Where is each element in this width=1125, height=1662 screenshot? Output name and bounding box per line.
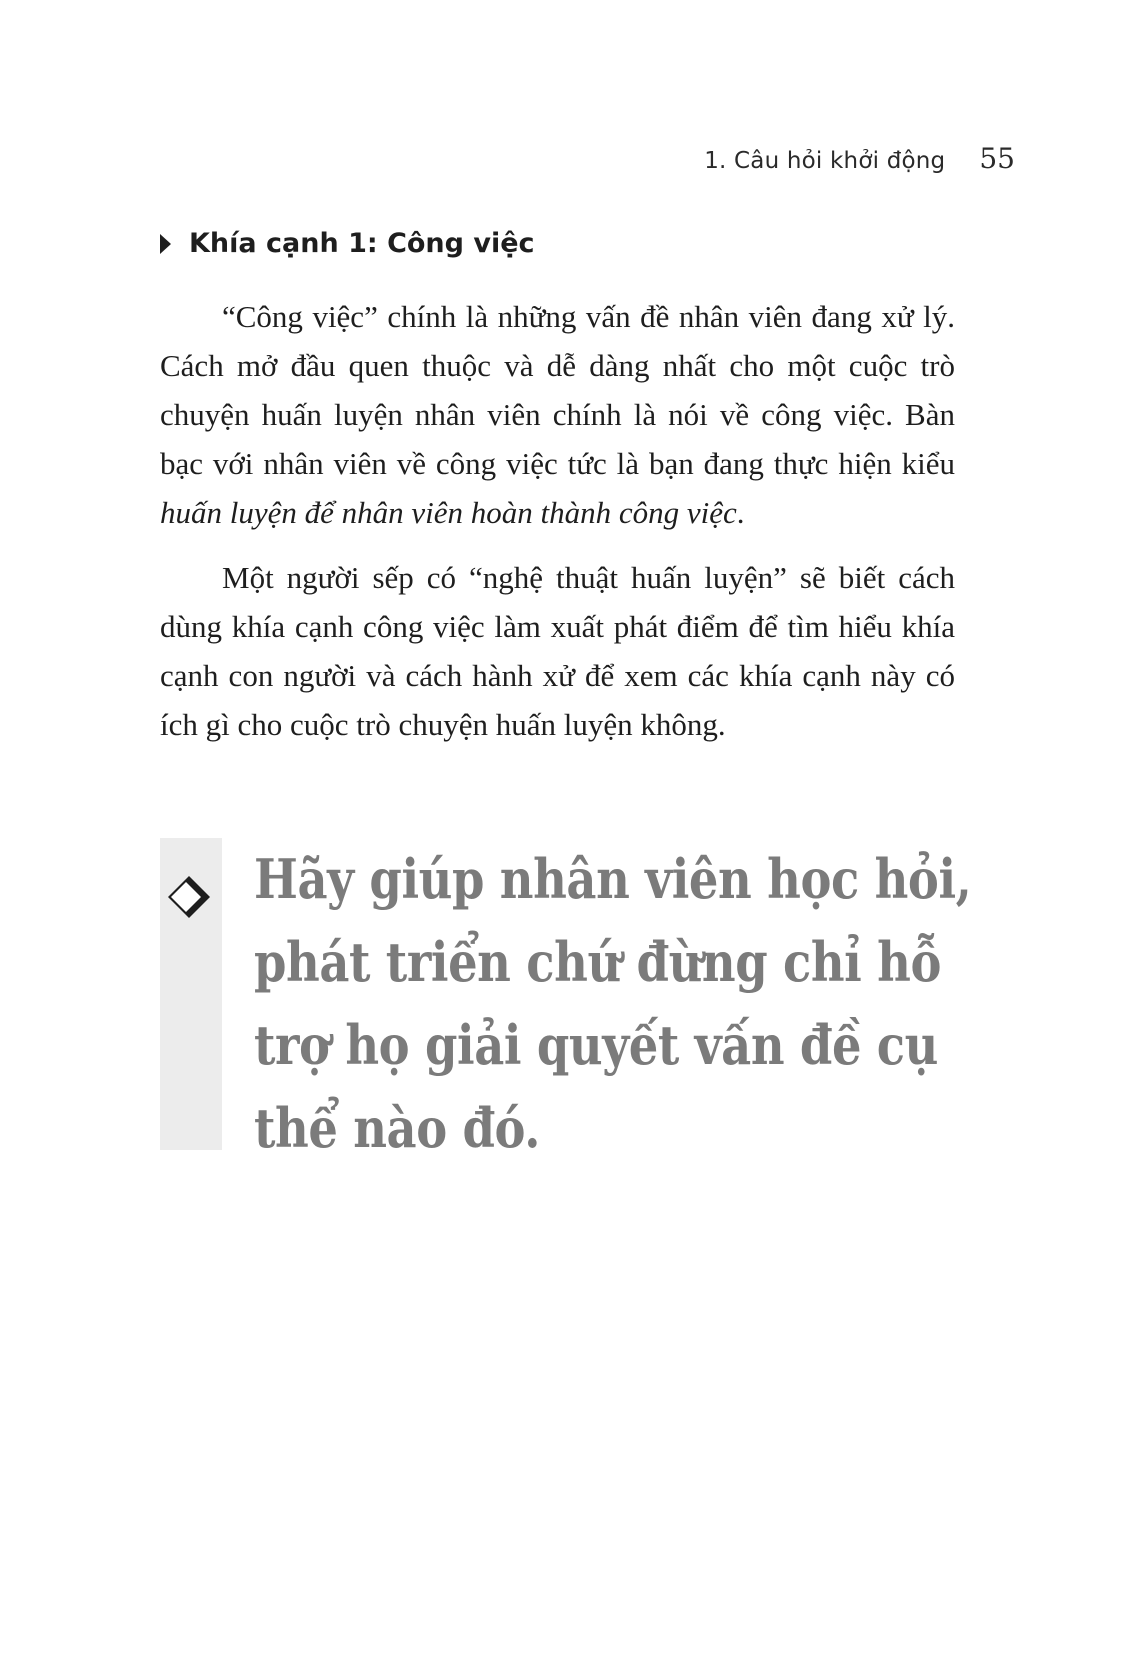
paragraph-1-end: . <box>736 495 745 530</box>
page-number: 55 <box>979 142 1015 175</box>
pull-quote <box>160 838 972 1160</box>
diamond-bullet-icon <box>164 872 214 922</box>
pull-quote-line: thể nào đó. <box>254 1096 541 1160</box>
pull-quote-text <box>254 838 972 1170</box>
pull-quote-line: Hãy giúp nhân viên học hỏi, <box>254 847 972 911</box>
pull-quote-line: trợ họ giải quyết vấn đề cụ <box>254 1013 938 1077</box>
paragraph-2: Một người sếp có “nghệ thuật huấn luyện” sẽ biết cách dùng khía cạnh công việc làm xuất phát điểm để tìm hiểu khía cạnh con người và cách hành xử để xem các khía cạnh này có ích gì cho cuộc trò chuyện huấn luyện không. <box>160 560 955 742</box>
section-heading-text: Khía cạnh 1: Công việc <box>189 228 535 259</box>
paragraph-1-text: “Công việc” chính là những vấn đề nhân viên đang xử lý. Cách mở đầu quen thuộc và dễ dàng nhất cho một cuộc trò chuyện huấn luyện nhân viên chính là nói về công việc. Bàn bạc với nhân viên về công việc tức là bạn đang thực hiện kiểu <box>160 299 955 481</box>
pull-quote-line: phát triển chứ đừng chỉ hỗ <box>254 930 942 994</box>
running-header <box>704 142 1015 175</box>
paragraph-1-italic: huấn luyện để nhân viên hoàn thành công việc <box>160 495 737 530</box>
chapter-title: 1. Câu hỏi khởi động <box>704 148 946 174</box>
body-text <box>160 292 955 765</box>
section-heading <box>160 228 535 259</box>
triangle-bullet-icon <box>160 234 171 254</box>
paragraph-1 <box>160 292 955 537</box>
